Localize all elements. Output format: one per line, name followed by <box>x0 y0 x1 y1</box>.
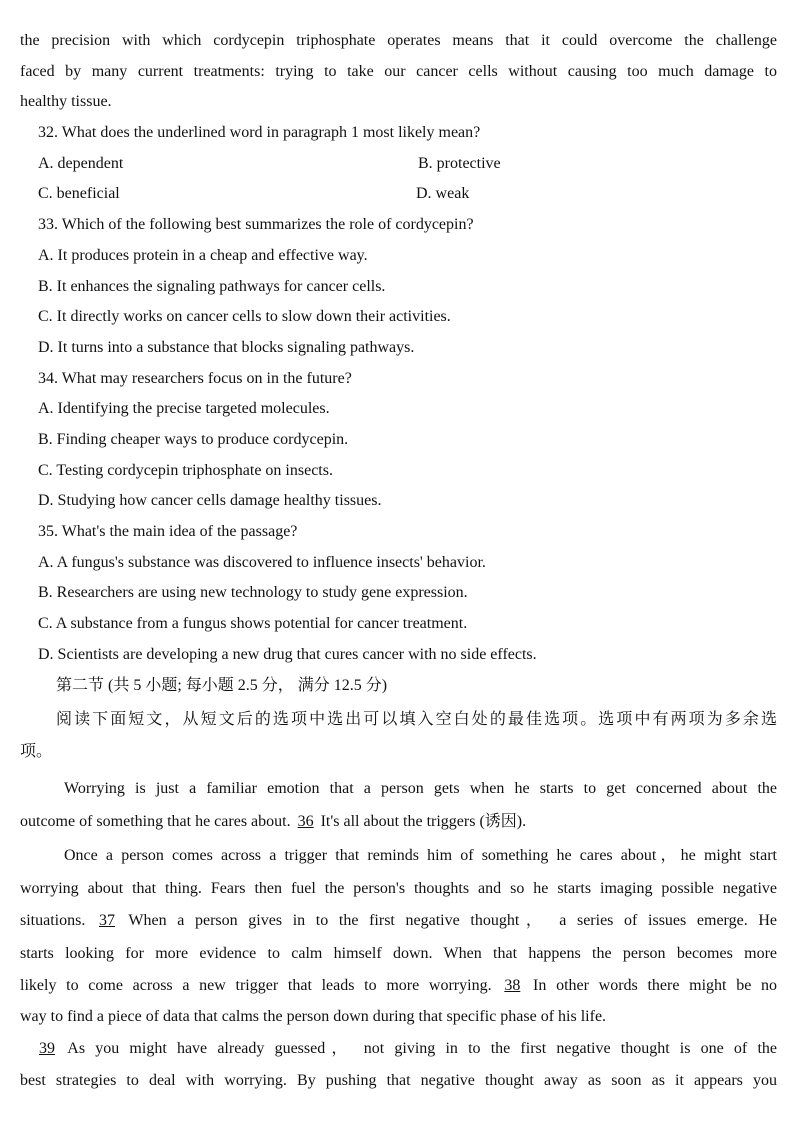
blank-37: 37 <box>99 912 115 929</box>
passage2-line: starts looking for more evidence to calm himself down. When that happens the person becomes more <box>20 945 777 962</box>
question-32-option-b: B. protective <box>418 155 501 172</box>
question-32-stem: 32. What does the underlined word in paragraph 1 most likely mean? <box>38 124 481 141</box>
passage2-text: likely to come across a new trigger that leads to more worrying. <box>20 977 492 994</box>
blank-36: 36 <box>297 813 314 830</box>
question-35-option-c: C. A substance from a fungus shows potential for cancer treatment. <box>38 615 468 632</box>
passage-line: the precision with which cordycepin triphosphate operates means that it could overcome the challenge <box>20 32 777 49</box>
question-32-option-a: A. dependent <box>38 155 124 172</box>
question-33-option-a: A. It produces protein in a cheap and effective way. <box>38 247 368 264</box>
blank-38: 38 <box>504 977 521 994</box>
question-32-option-d: D. weak <box>416 185 470 202</box>
question-33-option-b: B. It enhances the signaling pathways for cancer cells. <box>38 278 386 295</box>
passage2-text: As you might have already guessed， not giving in to the first negative thought is one of the <box>67 1040 777 1057</box>
question-34-option-c: C. Testing cordycepin triphosphate on insects. <box>38 462 333 479</box>
passage-line: faced by many current treatments: trying to take our cancer cells without causing too much damage to <box>20 63 777 80</box>
section-heading: 第二节 (共 5 小题; 每小题 2.5 分， 满分 12.5 分) <box>56 677 388 694</box>
question-34-stem: 34. What may researchers focus on in the future? <box>38 370 352 387</box>
section-instruction: 阅读下面短文，从短文后的选项中选出可以填入空白处的最佳选项。选项中有两项为多余选 <box>56 711 777 728</box>
question-35-option-b: B. Researchers are using new technology to study gene expression. <box>38 584 468 601</box>
passage2-line <box>20 976 777 996</box>
passage2-line: Once a person comes across a trigger that reminds him of something he cares about，he might start <box>64 847 777 864</box>
passage2-line: Worrying is just a familiar emotion that a person gets when he starts to get concerned about the <box>64 780 777 797</box>
passage2-text: In other words there might be no <box>533 977 778 994</box>
question-33-option-c: C. It directly works on cancer cells to slow down their activities. <box>38 308 451 325</box>
question-34-option-a: A. Identifying the precise targeted molecules. <box>38 400 330 417</box>
question-35-option-a: A. A fungus's substance was discovered to influence insects' behavior. <box>38 554 486 571</box>
passage-line: healthy tissue. <box>20 93 112 110</box>
passage2-line: best strategies to deal with worrying. By pushing that negative thought away as soon as it appears you <box>20 1072 777 1089</box>
question-34-option-b: B. Finding cheaper ways to produce cordycepin. <box>38 431 349 448</box>
question-35-option-d: D. Scientists are developing a new drug that cures cancer with no side effects. <box>38 646 537 663</box>
blank-39: 39 <box>39 1040 55 1057</box>
question-34-option-d: D. Studying how cancer cells damage healthy tissues. <box>38 492 382 509</box>
question-33-stem: 33. Which of the following best summarizes the role of cordycepin? <box>38 216 474 233</box>
passage2-line: worrying about that thing. Fears then fuel the person's thoughts and so he starts imaging possible negative <box>20 880 777 897</box>
passage2-line <box>20 911 777 931</box>
question-32-option-c: C. beneficial <box>38 185 120 202</box>
section-instruction-end: 项。 <box>20 743 53 760</box>
passage2-line <box>36 1039 777 1059</box>
passage2-text: It's all about the triggers (诱因). <box>320 813 527 830</box>
passage2-text: When a person gives in to the first negative thought， a series of issues emerge. He <box>128 912 778 929</box>
passage2-text: outcome of something that he cares about. <box>20 813 291 830</box>
question-33-option-d: D. It turns into a substance that blocks signaling pathways. <box>38 339 415 356</box>
passage2-text: situations. <box>20 912 86 929</box>
passage2-line: way to find a piece of data that calms the person down during that specific phase of his life. <box>20 1008 607 1025</box>
passage2-line <box>20 812 777 832</box>
question-35-stem: 35. What's the main idea of the passage? <box>38 523 298 540</box>
